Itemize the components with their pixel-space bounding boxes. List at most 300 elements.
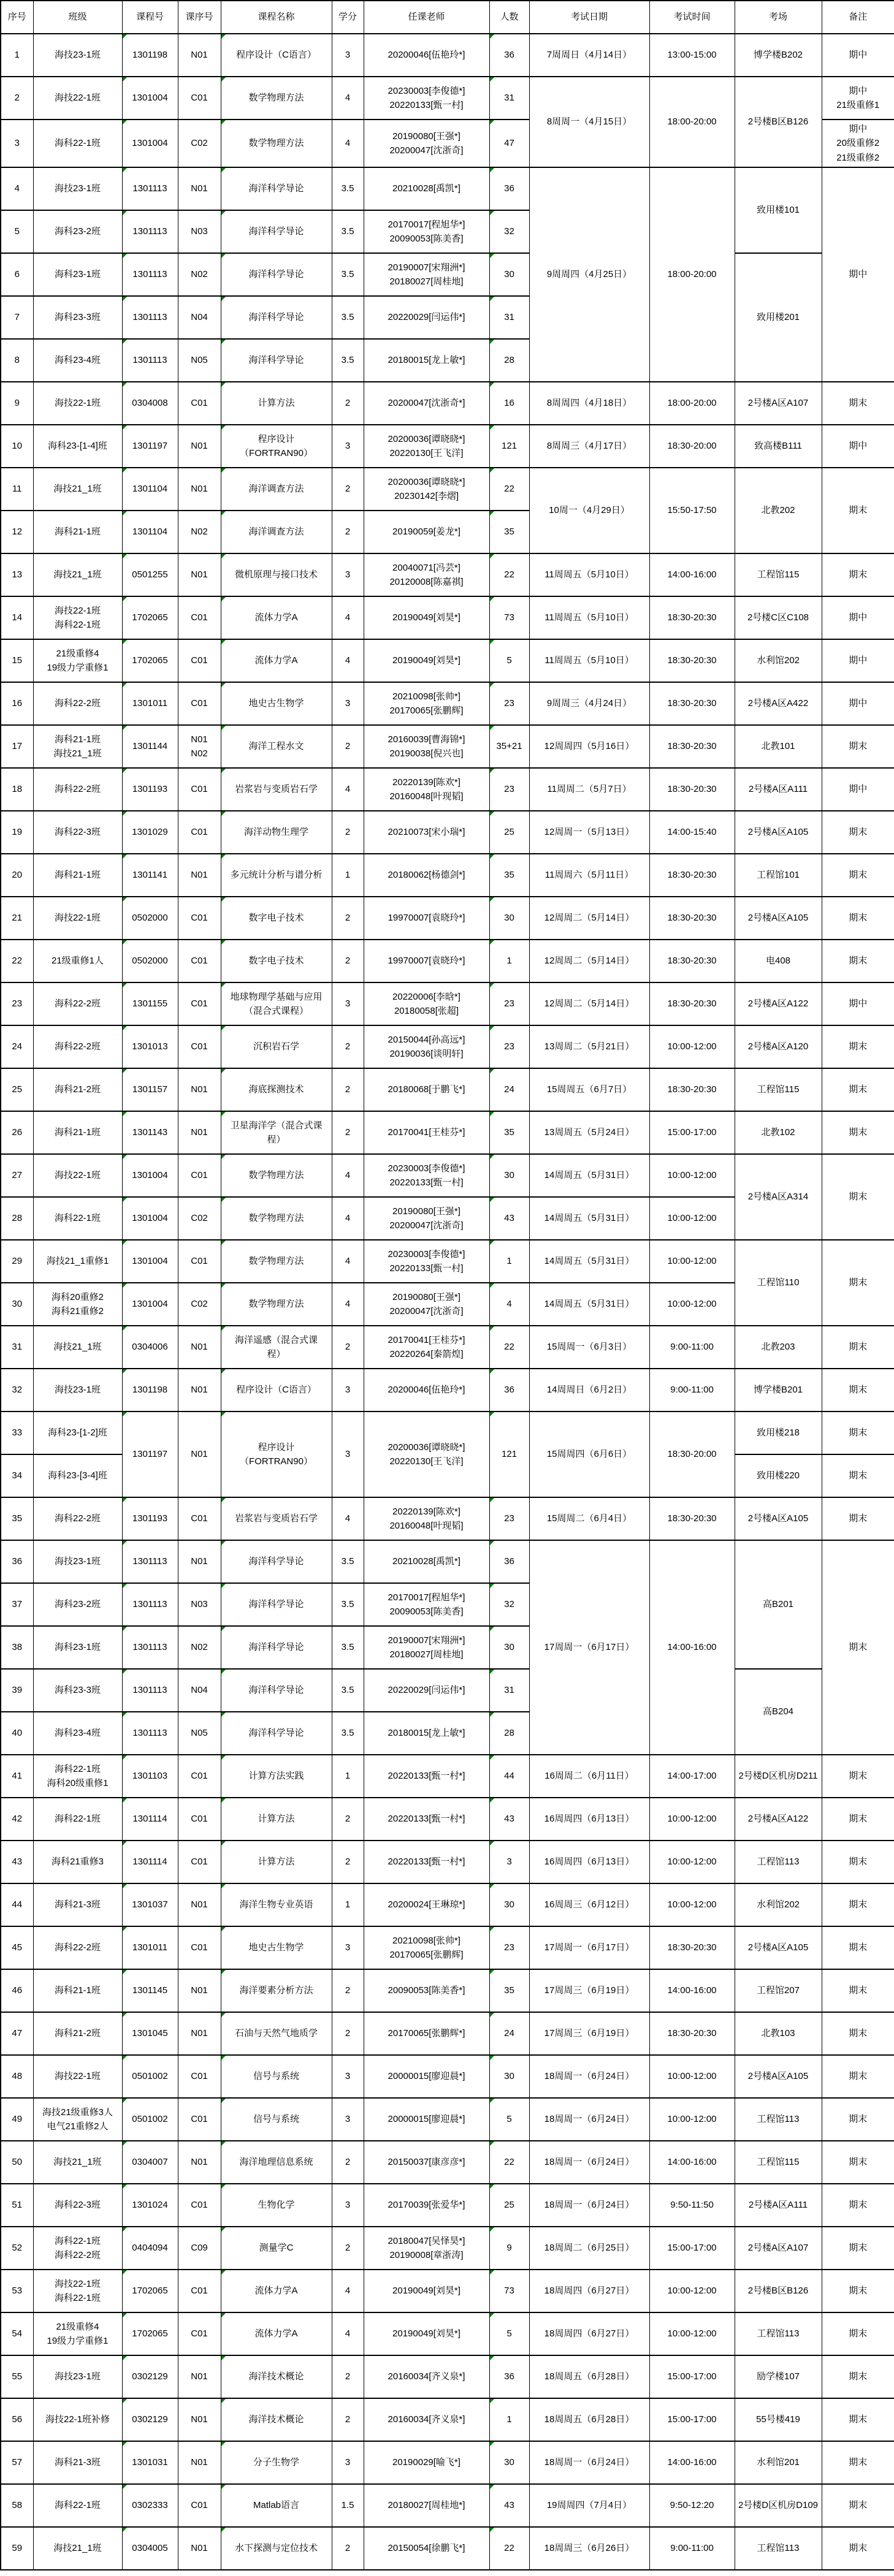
cell-cls: 海科22-2班 — [33, 1497, 122, 1540]
cell-note: 期中 20级重修2 21级重修2 — [822, 120, 894, 167]
cell-room: 北教103 — [735, 2012, 822, 2055]
cell-cno: 1301113 — [122, 1626, 178, 1669]
cell-course: 流体力学A — [221, 596, 332, 639]
cell-room: 2号楼A区A105 — [735, 897, 822, 940]
cell-seq: C01 — [178, 2312, 221, 2355]
cell-note: 期末 — [822, 382, 894, 425]
cell-tea: 20190007[宋翔洲*] 20180027[周桂地] — [364, 1626, 489, 1669]
cell-note: 期末 — [822, 897, 894, 940]
cell-cno: 1301197 — [122, 1411, 178, 1497]
cell-no: 23 — [1, 982, 33, 1025]
cell-date: 11周周五（5月10日） — [529, 596, 649, 639]
cell-cr: 4 — [332, 1497, 364, 1540]
table-row — [1, 253, 894, 296]
table-row — [1, 553, 894, 596]
cell-no: 46 — [1, 1969, 33, 2012]
cell-date: 9周周四（4月25日） — [529, 167, 649, 382]
cell-cls: 海科21-2班 — [33, 2012, 122, 2055]
cell-course: 海洋科学导论 — [221, 253, 332, 296]
cell-n: 22 — [489, 553, 529, 596]
cell-time: 18:00-20:00 — [649, 382, 735, 425]
cell-cno: 1301103 — [122, 1755, 178, 1798]
cell-n: 36 — [489, 2355, 529, 2398]
cell-cls: 21级重修1人 — [33, 940, 122, 982]
cell-no: 7 — [1, 296, 33, 339]
cell-n: 43 — [489, 2484, 529, 2527]
cell-tea: 20200036[谭晓晓*] 20220130[王飞洋] — [364, 1411, 489, 1497]
cell-cno: 1702065 — [122, 2270, 178, 2312]
cell-date: 18周周三（6月26日） — [529, 2527, 649, 2570]
table-row — [1, 2312, 894, 2355]
cell-seq: C01 — [178, 940, 221, 982]
cell-room: 水利馆201 — [735, 2441, 822, 2484]
cell-seq: N02 — [178, 511, 221, 553]
cell-date: 15周周四（6月6日） — [529, 1411, 649, 1497]
cell-room: 水利馆202 — [735, 639, 822, 682]
cell-time: 15:00-17:00 — [649, 2355, 735, 2398]
cell-date: 17周周一（6月17日） — [529, 1540, 649, 1755]
cell-date: 18周周一（6月24日） — [529, 2141, 649, 2184]
cell-seq: N04 — [178, 296, 221, 339]
cell-tea: 20220139[陈欢*] 20160048[叶现韬] — [364, 1497, 489, 1540]
cell-cr: 2 — [332, 725, 364, 768]
cell-no: 56 — [1, 2398, 33, 2441]
cell-cno: 1702065 — [122, 2312, 178, 2355]
cell-course: 流体力学A — [221, 639, 332, 682]
cell-course: 测量学C — [221, 2227, 332, 2270]
table-row — [1, 639, 894, 682]
table-row — [1, 854, 894, 897]
table-row — [1, 2098, 894, 2141]
cell-seq: N01 — [178, 854, 221, 897]
cell-seq: N01 — [178, 2141, 221, 2184]
cell-tea: 20230003[李俊德*] 20220133[甄一村] — [364, 1240, 489, 1283]
cell-course: 地史古生物学 — [221, 1926, 332, 1969]
cell-time: 10:00-12:00 — [649, 1154, 735, 1197]
cell-course: 程序设计 （FORTRAN90） — [221, 1411, 332, 1497]
cell-time: 14:00-16:00 — [649, 1540, 735, 1755]
cell-date: 14周周日（6月2日） — [529, 1369, 649, 1411]
cell-time: 18:30-20:00 — [649, 425, 735, 468]
cell-n: 1 — [489, 940, 529, 982]
cell-cr: 3.5 — [332, 296, 364, 339]
cell-n: 36 — [489, 167, 529, 210]
cell-course: 地球物理学基础与应用 （混合式课程） — [221, 982, 332, 1025]
cell-date: 12周周一（5月13日） — [529, 811, 649, 854]
cell-tea: 20210028[禹凯*] — [364, 1540, 489, 1583]
cell-cls: 海科20重修2 海科21重修2 — [33, 1283, 122, 1326]
cell-room: 2号楼B区B126 — [735, 77, 822, 167]
cell-time: 14:00-16:00 — [649, 2141, 735, 2184]
cell-cno: 1301113 — [122, 1669, 178, 1712]
cell-time: 18:30-20:30 — [649, 725, 735, 768]
cell-course: 海洋遥感（混合式课 程） — [221, 1326, 332, 1369]
column-header-teacher: 任课老师 — [364, 1, 489, 34]
column-header-count: 人数 — [489, 1, 529, 34]
column-header-course-name: 课程名称 — [221, 1, 332, 34]
cell-no: 26 — [1, 1111, 33, 1154]
table-row — [1, 2270, 894, 2312]
table-row — [1, 425, 894, 468]
cell-no: 5 — [1, 210, 33, 253]
cell-course: 程序设计（C语言） — [221, 1369, 332, 1411]
cell-course: 海洋生物专业英语 — [221, 1883, 332, 1926]
cell-cls: 海技21_1班 — [33, 1326, 122, 1369]
cell-date: 15周周五（6月7日） — [529, 1068, 649, 1111]
cell-cr: 4 — [332, 596, 364, 639]
cell-cls: 海科22-1班 — [33, 2484, 122, 2527]
cell-course: 海洋调查方法 — [221, 468, 332, 511]
cell-cno: 1301029 — [122, 811, 178, 854]
cell-tea: 20180047[吴怿昊*] 20190008[章浙涛] — [364, 2227, 489, 2270]
cell-seq: C01 — [178, 1497, 221, 1540]
header-row — [1, 1, 894, 34]
cell-cls: 海科23-4班 — [33, 339, 122, 382]
cell-note: 期末 — [822, 2312, 894, 2355]
cell-cls: 海科21-1班 — [33, 854, 122, 897]
cell-note: 期末 — [822, 2055, 894, 2098]
cell-note: 期末 — [822, 2227, 894, 2270]
cell-cls: 海科21-3班 — [33, 2441, 122, 2484]
cell-course: 数学物理方法 — [221, 1154, 332, 1197]
cell-date: 7周周日（4月14日） — [529, 34, 649, 77]
cell-date: 18周周一（6月24日） — [529, 2184, 649, 2227]
cell-no: 32 — [1, 1369, 33, 1411]
cell-no: 47 — [1, 2012, 33, 2055]
cell-tea: 20200036[谭晓晓*] 20230142[李熠] — [364, 468, 489, 511]
cell-tea: 20210028[禹凯*] — [364, 167, 489, 210]
cell-time: 9:00-11:00 — [649, 2527, 735, 2570]
cell-no: 34 — [1, 1454, 33, 1497]
cell-n: 35 — [489, 1111, 529, 1154]
cell-n: 22 — [489, 468, 529, 511]
cell-time: 9:00-11:00 — [649, 1369, 735, 1411]
cell-cls: 海技21级重修3人 电气21重修2人 — [33, 2098, 122, 2141]
cell-course: 数学物理方法 — [221, 1240, 332, 1283]
cell-cls: 海科21-2班 — [33, 1068, 122, 1111]
cell-cls: 海科23-[1-4]班 — [33, 425, 122, 468]
cell-tea: 20190007[宋翔洲*] 20180027[周桂地] — [364, 253, 489, 296]
cell-cls: 海科21-3班 — [33, 1883, 122, 1926]
cell-tea: 20230003[李俊德*] 20220133[甄一村] — [364, 77, 489, 120]
cell-note: 期末 — [822, 2527, 894, 2570]
cell-no: 10 — [1, 425, 33, 468]
table-row — [1, 167, 894, 210]
cell-tea: 20200046[伍艳玲*] — [364, 34, 489, 77]
cell-n: 25 — [489, 811, 529, 854]
cell-n: 28 — [489, 1712, 529, 1755]
cell-n: 25 — [489, 2184, 529, 2227]
cell-cno: 0304005 — [122, 2527, 178, 2570]
cell-no: 42 — [1, 1798, 33, 1841]
cell-room: 水利馆202 — [735, 1883, 822, 1926]
cell-tea: 20180068[于鹏飞*] — [364, 1068, 489, 1111]
cell-cr: 2 — [332, 1111, 364, 1154]
table-row — [1, 1240, 894, 1283]
cell-time: 10:00-12:00 — [649, 1240, 735, 1283]
cell-cls: 海技22-1班补修 — [33, 2398, 122, 2441]
cell-room: 博学楼B202 — [735, 34, 822, 77]
cell-date: 16周周四（6月13日） — [529, 1841, 649, 1883]
cell-seq: N01 — [178, 2527, 221, 2570]
cell-no: 44 — [1, 1883, 33, 1926]
cell-cno: 1301198 — [122, 1369, 178, 1411]
cell-seq: C02 — [178, 1283, 221, 1326]
cell-no: 35 — [1, 1497, 33, 1540]
cell-date: 11周周五（5月10日） — [529, 639, 649, 682]
cell-course: 海洋科学导论 — [221, 167, 332, 210]
cell-course: 海洋工程水文 — [221, 725, 332, 768]
table-header — [1, 1, 894, 34]
cell-cno: 0404094 — [122, 2227, 178, 2270]
cell-cr: 2 — [332, 2355, 364, 2398]
cell-no: 36 — [1, 1540, 33, 1583]
cell-seq: C01 — [178, 2484, 221, 2527]
cell-cls: 海科23-[1-2]班 — [33, 1411, 122, 1454]
cell-time: 15:00-17:00 — [649, 2227, 735, 2270]
cell-cno: 1301197 — [122, 425, 178, 468]
table-row — [1, 468, 894, 511]
column-header-course-no: 课程号 — [122, 1, 178, 34]
cell-cno: 1301031 — [122, 2441, 178, 2484]
cell-room: 2号楼A区A111 — [735, 2184, 822, 2227]
cell-course: 海洋科学导论 — [221, 1540, 332, 1583]
cell-course: 地史古生物学 — [221, 682, 332, 725]
cell-tea: 20220133[甄一村*] — [364, 1798, 489, 1841]
table-row — [1, 1798, 894, 1841]
cell-cr: 4 — [332, 77, 364, 120]
cell-tea: 20190080[王强*] 20200047[沈浙奇] — [364, 1197, 489, 1240]
cell-no: 50 — [1, 2141, 33, 2184]
cell-n: 36 — [489, 1369, 529, 1411]
cell-course: 数字电子技术 — [221, 897, 332, 940]
cell-cls: 海技22-1班 — [33, 897, 122, 940]
cell-room: 电408 — [735, 940, 822, 982]
cell-note: 期中 — [822, 34, 894, 77]
cell-tea: 20190049[刘昊*] — [364, 2312, 489, 2355]
cell-course: 岩浆岩与变质岩石学 — [221, 768, 332, 811]
cell-n: 32 — [489, 210, 529, 253]
cell-cr: 2 — [332, 1798, 364, 1841]
cell-tea: 19970007[袁晓玲*] — [364, 940, 489, 982]
cell-n: 47 — [489, 120, 529, 167]
cell-room: 工程馆113 — [735, 2527, 822, 2570]
cell-n: 121 — [489, 425, 529, 468]
cell-note: 期末 — [822, 811, 894, 854]
cell-date: 10周一（4月29日） — [529, 468, 649, 553]
cell-date: 8周周三（4月17日） — [529, 425, 649, 468]
cell-no: 41 — [1, 1755, 33, 1798]
cell-seq: N01 — [178, 2441, 221, 2484]
cell-cno: 1301141 — [122, 854, 178, 897]
cell-room: 高B201 — [735, 1540, 822, 1669]
cell-cls: 海技21_1班 — [33, 468, 122, 511]
cell-tea: 20220133[甄一村*] — [364, 1755, 489, 1798]
cell-tea: 20160039[曹海锦*] 20190038[倪兴也] — [364, 725, 489, 768]
cell-no: 25 — [1, 1068, 33, 1111]
cell-course: 生物化学 — [221, 2184, 332, 2227]
cell-course: 海洋调查方法 — [221, 511, 332, 553]
cell-note: 期中 — [822, 425, 894, 468]
cell-n: 23 — [489, 982, 529, 1025]
cell-cr: 2 — [332, 468, 364, 511]
cell-course: Matlab语言 — [221, 2484, 332, 2527]
cell-room: 致用楼218 — [735, 1411, 822, 1454]
cell-seq: N01 — [178, 1969, 221, 2012]
cell-seq: C01 — [178, 2055, 221, 2098]
table-row — [1, 1841, 894, 1883]
cell-time: 14:00-17:00 — [649, 1755, 735, 1798]
cell-cr: 4 — [332, 768, 364, 811]
cell-room: 2号楼A区A122 — [735, 1798, 822, 1841]
cell-cno: 0302129 — [122, 2355, 178, 2398]
table-row — [1, 2012, 894, 2055]
cell-course: 计算方法实践 — [221, 1755, 332, 1798]
cell-no: 43 — [1, 1841, 33, 1883]
cell-n: 1 — [489, 2398, 529, 2441]
cell-cls: 海技22-1班 — [33, 1154, 122, 1197]
cell-cno: 1301045 — [122, 2012, 178, 2055]
cell-course: 海洋要素分析方法 — [221, 1969, 332, 2012]
cell-note: 期末 — [822, 1326, 894, 1369]
cell-cls: 21级重修4 19级力学重修1 — [33, 2312, 122, 2355]
cell-tea: 20190059[姜龙*] — [364, 511, 489, 553]
cell-seq: C01 — [178, 768, 221, 811]
cell-cr: 1 — [332, 1883, 364, 1926]
cell-cls: 海技22-1班 海科22-1班 — [33, 2270, 122, 2312]
cell-note: 期中 — [822, 982, 894, 1025]
cell-n: 3 — [489, 1841, 529, 1883]
cell-tea: 20220006[李晗*] 20180058[张超] — [364, 982, 489, 1025]
cell-no: 24 — [1, 1025, 33, 1068]
cell-no: 58 — [1, 2484, 33, 2527]
cell-time: 15:00-17:00 — [649, 1111, 735, 1154]
cell-tea: 20190080[王强*] 20200047[沈浙奇] — [364, 1283, 489, 1326]
cell-n: 35 — [489, 1969, 529, 2012]
cell-cr: 3 — [332, 2184, 364, 2227]
cell-date: 13周周二（5月21日） — [529, 1025, 649, 1068]
cell-no: 16 — [1, 682, 33, 725]
cell-cr: 2 — [332, 1841, 364, 1883]
cell-cno: 1301114 — [122, 1841, 178, 1883]
cell-date: 12周周二（5月14日） — [529, 940, 649, 982]
cell-cls: 海技22-1班 — [33, 77, 122, 120]
cell-seq: N03 — [178, 210, 221, 253]
cell-seq: N01 — [178, 553, 221, 596]
cell-cno: 1301004 — [122, 1283, 178, 1326]
cell-date: 16周周三（6月12日） — [529, 1883, 649, 1926]
cell-cls: 海技22-1班 — [33, 382, 122, 425]
cell-note: 期末 — [822, 468, 894, 553]
table-row — [1, 1926, 894, 1969]
cell-tea: 20150044[孙高远*] 20190036[谈明轩] — [364, 1025, 489, 1068]
cell-time: 18:30-20:30 — [649, 854, 735, 897]
cell-cls: 海技22-1班 — [33, 2055, 122, 2098]
cell-room: 2号楼A区A120 — [735, 1025, 822, 1068]
table-row — [1, 2055, 894, 2098]
column-header-no: 序号 — [1, 1, 33, 34]
cell-time: 18:30-20:30 — [649, 982, 735, 1025]
cell-date: 16周周二（6月11日） — [529, 1755, 649, 1798]
cell-no: 55 — [1, 2355, 33, 2398]
cell-n: 1 — [489, 1240, 529, 1283]
table-row — [1, 2184, 894, 2227]
table-row — [1, 1154, 894, 1197]
cell-date: 14周周五（5月31日） — [529, 1283, 649, 1326]
cell-note: 期末 — [822, 1540, 894, 1755]
cell-time: 18:30-20:30 — [649, 768, 735, 811]
cell-course: 信号与系统 — [221, 2055, 332, 2098]
cell-cr: 4 — [332, 639, 364, 682]
cell-tea: 20190049[刘昊*] — [364, 596, 489, 639]
table-row — [1, 1025, 894, 1068]
cell-course: 岩浆岩与变质岩石学 — [221, 1497, 332, 1540]
cell-date: 19周周四（7月4日） — [529, 2484, 649, 2527]
cell-note: 期末 — [822, 1411, 894, 1454]
cell-date: 14周周五（5月31日） — [529, 1240, 649, 1283]
cell-n: 35 — [489, 511, 529, 553]
cell-cls: 海技21_1重修1 — [33, 1240, 122, 1283]
cell-note: 期末 — [822, 2441, 894, 2484]
cell-time: 9:50-12:20 — [649, 2484, 735, 2527]
cell-cno: 1301113 — [122, 339, 178, 382]
cell-cno: 1301113 — [122, 167, 178, 210]
cell-time: 14:00-16:00 — [649, 1969, 735, 2012]
cell-time: 13:00-15:00 — [649, 34, 735, 77]
cell-cls: 海科22-1班 海科22-2班 — [33, 2227, 122, 2270]
cell-seq: N01 — [178, 167, 221, 210]
cell-room: 工程馆113 — [735, 2098, 822, 2141]
cell-cls: 海技23-1班 — [33, 1369, 122, 1411]
cell-cr: 2 — [332, 811, 364, 854]
cell-n: 23 — [489, 1926, 529, 1969]
cell-cr: 2 — [332, 2012, 364, 2055]
cell-n: 43 — [489, 1197, 529, 1240]
cell-cno: 1301113 — [122, 253, 178, 296]
cell-room: 北教203 — [735, 1326, 822, 1369]
cell-tea: 20000015[廖迎晨*] — [364, 2055, 489, 2098]
cell-seq: C01 — [178, 1926, 221, 1969]
cell-date: 12周周二（5月14日） — [529, 982, 649, 1025]
cell-tea: 20230003[李俊德*] 20220133[甄一村] — [364, 1154, 489, 1197]
column-header-credits: 学分 — [332, 1, 364, 34]
cell-cr: 3.5 — [332, 1626, 364, 1669]
cell-course: 计算方法 — [221, 382, 332, 425]
cell-tea: 20180062[杨德剑*] — [364, 854, 489, 897]
cell-cls: 海技21_1班 — [33, 2141, 122, 2184]
cell-cls: 海科22-2班 — [33, 1025, 122, 1068]
cell-course: 数字电子技术 — [221, 940, 332, 982]
cell-cls: 海科23-[3-4]班 — [33, 1454, 122, 1497]
cell-tea: 20180015[龙上敏*] — [364, 339, 489, 382]
cell-cls: 海科22-2班 — [33, 682, 122, 725]
cell-cr: 3 — [332, 2098, 364, 2141]
cell-n: 31 — [489, 77, 529, 120]
cell-tea: 20000015[廖迎晨*] — [364, 2098, 489, 2141]
cell-date: 17周周三（6月19日） — [529, 2012, 649, 2055]
cell-tea: 20200047[沈浙奇*] — [364, 382, 489, 425]
cell-time: 18:30-20:30 — [649, 596, 735, 639]
cell-seq: C01 — [178, 639, 221, 682]
cell-no: 11 — [1, 468, 33, 511]
cell-n: 28 — [489, 339, 529, 382]
cell-room: 2号楼A区A107 — [735, 2227, 822, 2270]
cell-cr: 2 — [332, 2398, 364, 2441]
cell-n: 121 — [489, 1411, 529, 1497]
cell-cno: 1301004 — [122, 1240, 178, 1283]
cell-tea: 20210073[宋小瑞*] — [364, 811, 489, 854]
table-row — [1, 2441, 894, 2484]
